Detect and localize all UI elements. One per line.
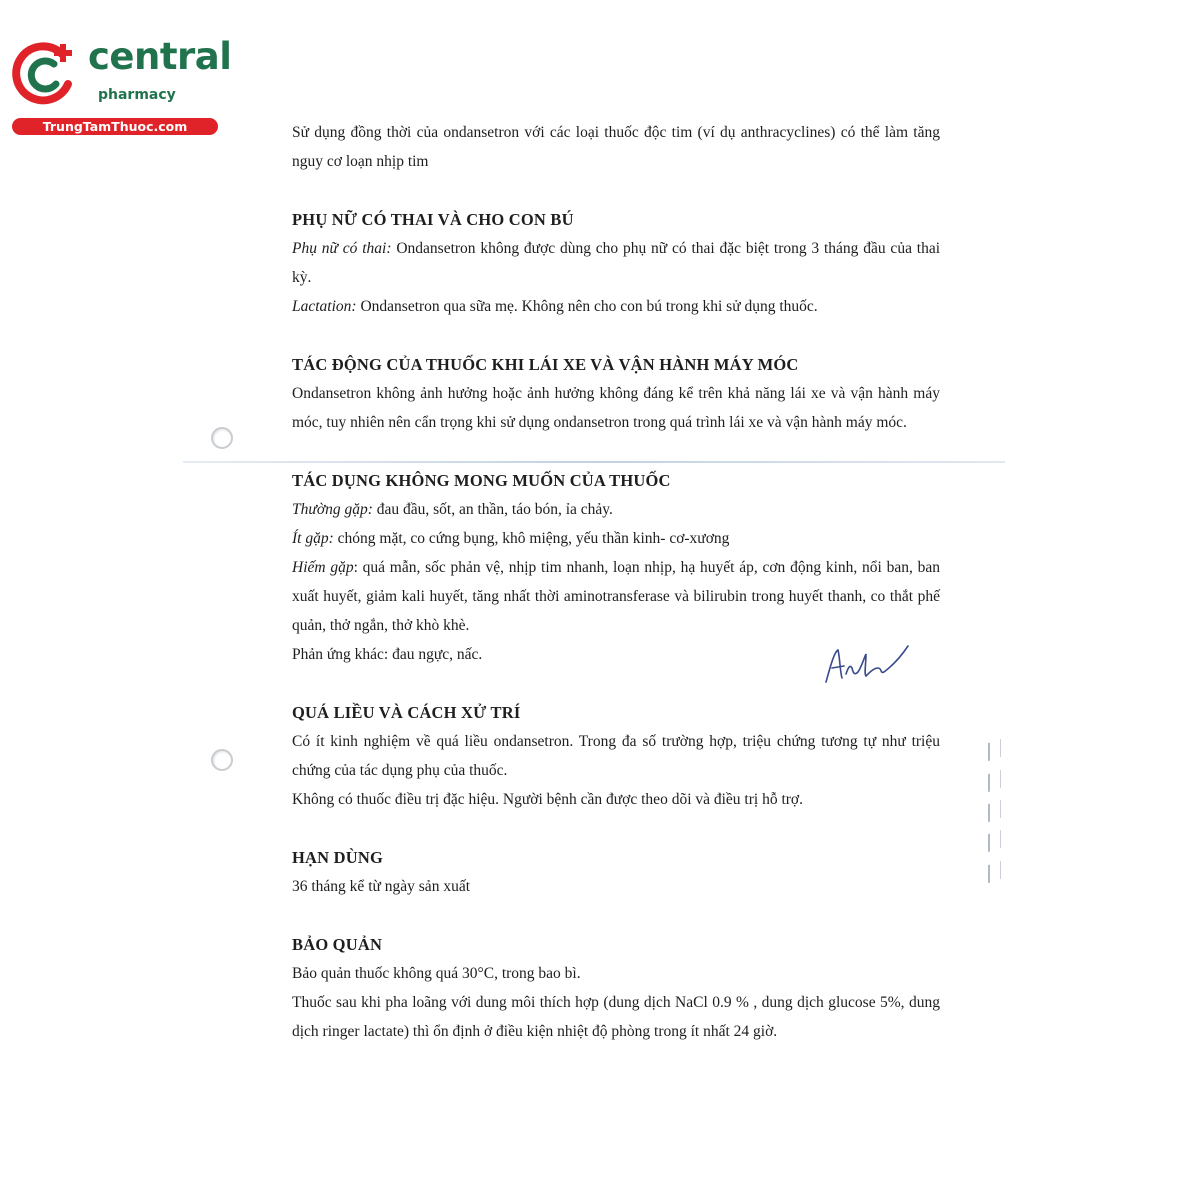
- storage-heading: BẢO QUẢN: [292, 935, 383, 954]
- driving-paragraph: Ondansetron không ảnh hưởng hoặc ảnh hưởng không đáng kể trên khả năng lái xe và vận hành máy móc, tuy nhiên nên cẩn trọng khi sử dụng ondansetron trong quá trình lái xe và vận hành máy móc.: [292, 385, 940, 431]
- common-label: Thường gặp:: [292, 501, 373, 518]
- uncommon-effects-paragraph: [292, 524, 940, 553]
- lactation-text: Ondansetron qua sữa mẹ. Không nên cho con bú trong khi sử dụng thuốc.: [356, 298, 818, 315]
- logo-subtitle: pharmacy: [98, 87, 176, 103]
- shelf-life-paragraph: 36 tháng kể từ ngày sản xuất: [292, 878, 471, 895]
- stamp-marks: [982, 735, 1006, 887]
- lactation-paragraph: [292, 292, 940, 321]
- driving-heading: TÁC ĐỘNG CỦA THUỐC KHI LÁI XE VÀ VẬN HÀNH MÁY MÓC: [292, 355, 799, 374]
- logo-brand-name: central: [88, 35, 232, 78]
- side-effects-heading: TÁC DỤNG KHÔNG MONG MUỐN CỦA THUỐC: [292, 471, 671, 490]
- shelf-life-heading: HẠN DÙNG: [292, 848, 383, 867]
- central-pharmacy-logo: [8, 35, 232, 136]
- overdose-paragraph-2: Không có thuốc điều trị đặc hiệu. Người bệnh cần được theo dõi và điều trị hỗ trợ.: [292, 791, 804, 808]
- uncommon-text: chóng mặt, co cứng bụng, khô miệng, yếu thần kinh- cơ-xương: [333, 530, 730, 547]
- rare-text: : quá mẫn, sốc phản vệ, nhịp tim nhanh, loạn nhịp, hạ huyết áp, cơn động kinh, nổi ban, ban xuất huyết, giảm kali huyết, tăng nhất thời aminotransferase và bilirubin trong huyết thanh, co thắt phế quản, thở ngắn, thở khò khè.: [292, 559, 940, 634]
- common-text: đau đầu, sốt, an thần, táo bón, ỉa chảy.: [372, 501, 613, 518]
- punch-hole-icon: [211, 749, 233, 771]
- storage-paragraph-1: Bảo quản thuốc không quá 30°C, trong bao bì.: [292, 965, 581, 982]
- overdose-paragraph-1: Có ít kinh nghiệm về quá liều ondansetron. Trong đa số trường hợp, triệu chứng tương tự như triệu chứng của tác dụng phụ của thuốc.: [292, 733, 940, 779]
- uncommon-label: Ít gặp:: [292, 530, 334, 547]
- pregnancy-heading: PHỤ NỮ CÓ THAI VÀ CHO CON BÚ: [292, 210, 574, 229]
- rare-effects-paragraph: [292, 553, 940, 640]
- storage-paragraph-2: Thuốc sau khi pha loãng với dung môi thích hợp (dung dịch NaCl 0.9 % , dung dịch glucose 5%, dung dịch ringer lactate) thì ổn định ở điều kiện nhiệt độ phòng trong ít nhất 24 giờ.: [292, 994, 940, 1040]
- intro-paragraph: Sử dụng đồng thời của ondansetron với các loại thuốc độc tim (ví dụ anthracyclines) có thể làm tăng nguy cơ loạn nhịp tim: [292, 124, 940, 170]
- logo-url-banner: TrungTamThuoc.com: [12, 118, 218, 135]
- common-effects-paragraph: [292, 495, 940, 524]
- central-pharmacy-logo-icon: [10, 40, 78, 108]
- overdose-heading: QUÁ LIỀU VÀ CÁCH XỬ TRÍ: [292, 703, 521, 722]
- rare-label: Hiếm gặp: [292, 559, 354, 576]
- other-effects-paragraph: Phản ứng khác: đau ngực, nấc.: [292, 646, 483, 663]
- pregnant-label: Phụ nữ có thai:: [292, 240, 392, 257]
- pregnant-text: Ondansetron không được dùng cho phụ nữ có thai đặc biệt trong 3 tháng đầu của thai kỳ.: [292, 240, 941, 286]
- punch-hole-icon: [211, 427, 233, 449]
- pregnancy-paragraph: [292, 234, 940, 292]
- document-body: [292, 118, 940, 1046]
- lactation-label: Lactation:: [292, 298, 357, 315]
